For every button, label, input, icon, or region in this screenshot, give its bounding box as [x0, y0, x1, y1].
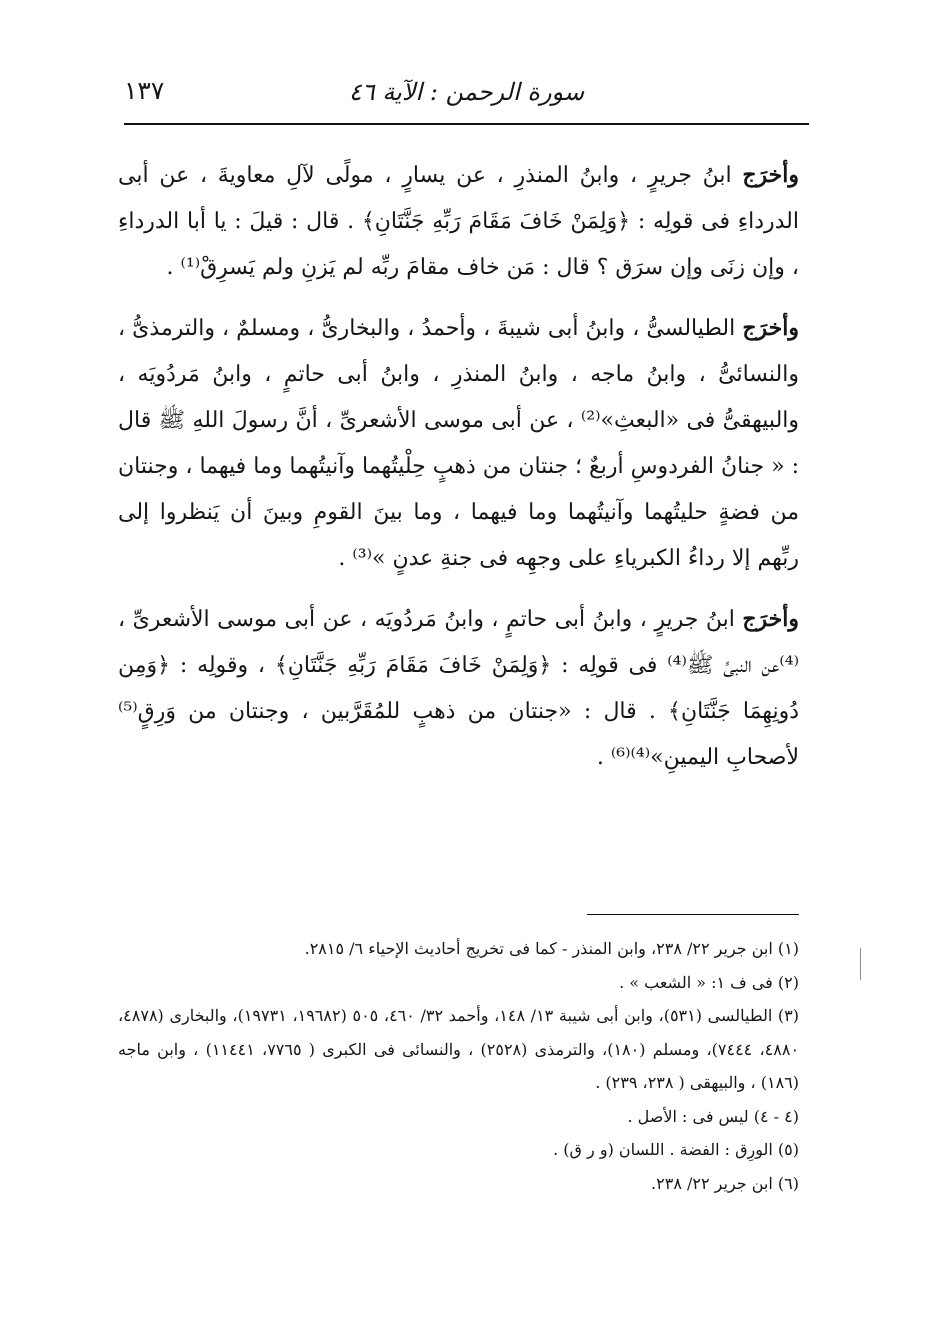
footnote: (١) ابن جرير ٢٢/ ٢٣٨، وابن المنذر - كما فى تخريج أحاديث الإحياء ٦/ ٢٨١٥.	[304, 939, 799, 958]
paragraph-lead: وأخرَج	[742, 606, 799, 632]
footnote: (٤ - ٤) ليس فى : الأصل .	[627, 1106, 799, 1126]
main-text	[118, 152, 799, 795]
paragraph	[118, 596, 799, 781]
paragraph-lead: وأخرَج	[742, 162, 799, 188]
running-title: سورة الرحمن : الآية ٤٦	[348, 78, 585, 106]
footnote-rule	[587, 914, 799, 915]
footnote: (٢) فى ف ١: « الشعب » .	[619, 972, 799, 992]
footnote: (٣) الطيالسى (٥٣١)، وابن أبى شيبة ١٣/ ١٤٨، وأحمد ٣٢/ ٤٦٠، ٥٠٥ (١٩٦٨٢، ١٩٧٣١)، والبخارى (٤٨٧٨، ٤٨٨٠، ٧٤٤٤)، ومسلم (١٨٠)، والترمذى (٢٥٢٨) ، والنسائى فى الكبرى ( ٧٧٦٥، ١١٤٤١) ، وابن ماجه (١٨٦) ، والبيهقى ( ٢٣٨، ٢٣٩) .	[118, 1006, 800, 1092]
paragraph	[118, 152, 799, 291]
paragraph-lead: وأخرَج	[742, 315, 799, 341]
paragraph-text: الطيالسىُّ ، وابنُ أبى شيبةَ ، وأحمدُ ، والبخارىُّ ، ومسلمٌ ، والترمذىُّ ، والنسائىُّ ، وابنُ ماجه ، وابنُ المنذرِ ، وابنُ أبى حاتمٍ ، وابنُ مَردُويَه ، والبيهقىُّ فى «البعثِ»⁽²⁾ ، عن أبى موسى الأشعرىِّ ، أنَّ رسولَ اللهِ ﷺ قال : « جنانُ الفردوسِ أربعٌ ؛ جنتان من ذهبٍ حِلْيتُهما وآنيتُهما وما فيهما ، وجنتان من فضةٍ حليتُهما وآنيتُهما وما فيهما ، وما بينَ القومِ وبينَ أن يَنظروا إلى ربِّهم إلا رداءُ الكبرياءِ على وجهِه فى جنةِ عدنٍ »⁽³⁾ .	[118, 316, 800, 571]
page-number: ١٣٧	[124, 76, 165, 105]
footnotes	[118, 932, 799, 1200]
footnote: (٦) ابن جرير ٢٢/ ٢٣٨.	[651, 1173, 799, 1193]
paragraph-text: ابنُ جريرٍ ، وابنُ أبى حاتمٍ ، وابنُ مَردُويَه ، عن أبى موسى الأشعرىِّ ، ⁽⁴⁾عن النبىِّ ﷺ⁽⁴⁾ فى قولِه : ﴿وَلِمَنْ خَافَ مَقَامَ رَبِّهِ جَنَّتَانِ﴾ ، وقولِه : ﴿وَمِن دُونِهِمَا جَنَّتَانِ﴾ . قال : «جنتان من ذهبٍ للمُقَرَّبين ، وجنتان من وَرِقٍ⁽⁵⁾ لأصحابِ اليمينِ»⁽⁴⁾⁽⁶⁾ .	[118, 607, 800, 770]
footnote: (٥) الورِق : الفضة . اللسان (و ر ق) .	[553, 1140, 799, 1159]
page-header	[124, 70, 809, 122]
header-rule	[124, 123, 809, 125]
paragraph-text: ابنُ جريرٍ ، وابنُ المنذرِ ، عن يسارٍ ، مولًى لآلِ معاويةَ ، عن أبى الدرداءِ فى قولِه : ﴿وَلِمَنْ خَافَ مَقَامَ رَبِّهِ جَنَّتَانِ﴾ . قال : قيلَ : يا أبا الدرداءِ ، وإن زنَى وإن سرَق ؟ قال : مَن خاف مقامَ ربِّه لم يَزنِ ولم يَسرِقْ⁽¹⁾ .	[118, 163, 799, 280]
paragraph	[118, 305, 799, 582]
margin-mark	[860, 948, 861, 980]
